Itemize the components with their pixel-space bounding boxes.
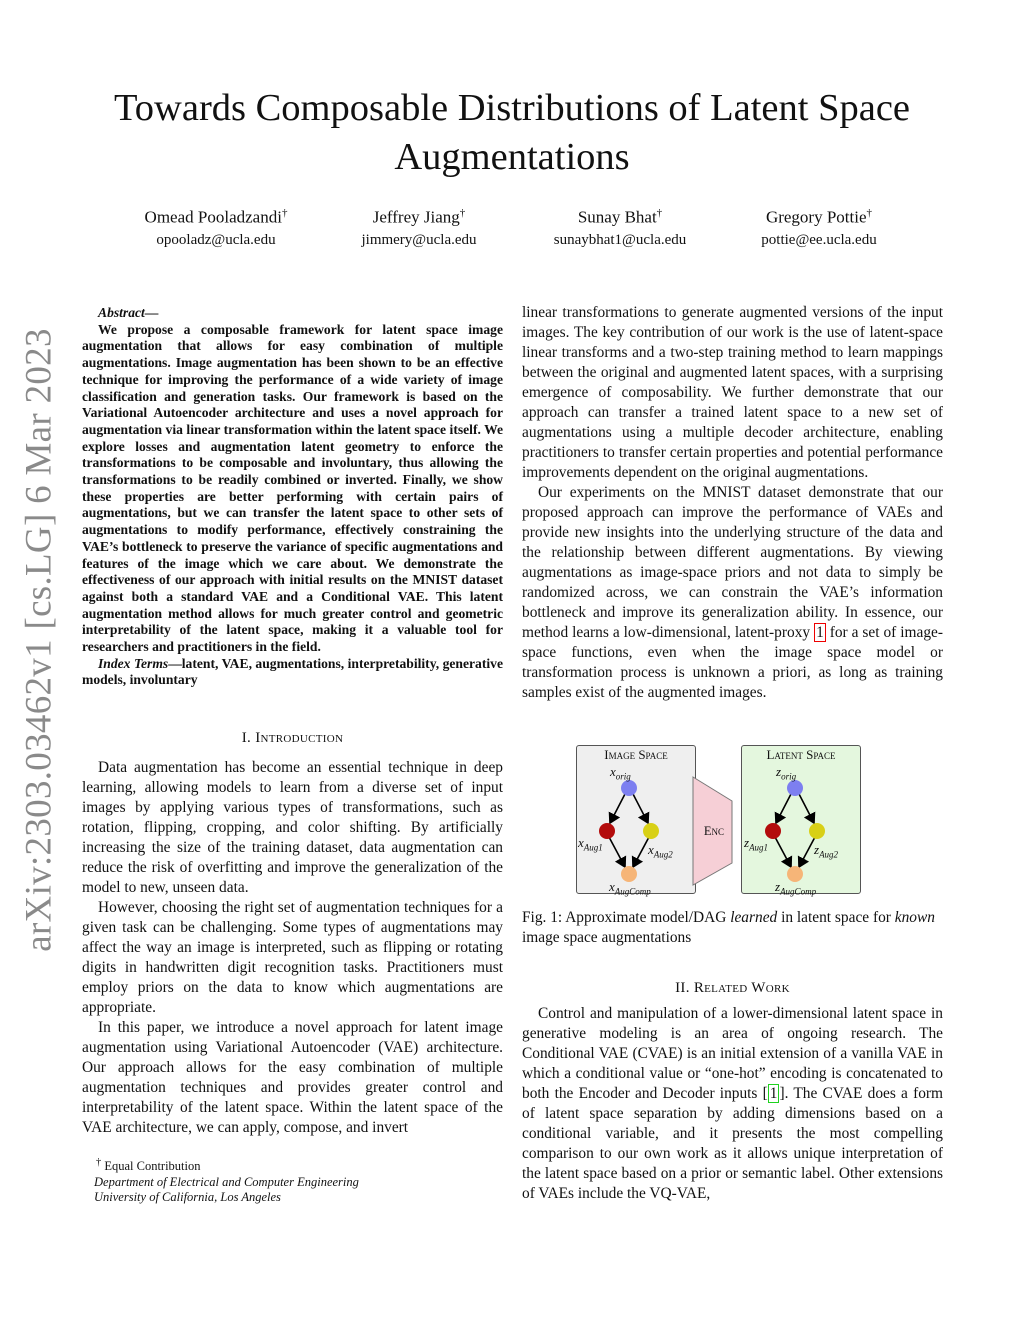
- author-email: opooladz@ucla.edu: [156, 231, 276, 248]
- abstract: [82, 305, 503, 689]
- section-title: Introduction: [255, 730, 344, 746]
- arxiv-stamp-text: arXiv:2303.03462v1 [cs.LG] 6 Mar 2023: [18, 328, 60, 952]
- label-x-aug1: $x_{Aug1}$: [578, 835, 603, 853]
- abstract-text: We propose a composable framework for latent space image augmentation that allows for easy combination of multiple augmentations. Image augmentation has been shown to be an effective technique for improving the performance of a wide variety of image classification and generation tasks. Our framework is based on the Variational Autoencoder architecture and uses a novel approach for augmentation via linear transformation within the latent space itself. We explore losses and augmentation latent geometry to enforce the transformations to be composable and involuntary, thus allowing the transformations to be readily combined or inverted. Finally, we show these properties are better performing with certain pairs of augmentations, but we can transfer the latent space to other sets of augmentations to modify performance, effectively constraining the VAE’s bottleneck to preserve the variance of specific augmentations and features of the image which we care about. We demonstrate the effectiveness of our approach with initial results on the MNIST dataset against both a standard VAE and a Conditional VAE. This latent augmentation method allows for much greater control and geometric interpretability of the latent space, making it a valuable tool for researchers and practitioners in the field.: [82, 321, 503, 655]
- edge-orig-aug2: [798, 792, 814, 823]
- footnote-line-1: Equal Contribution: [104, 1159, 201, 1174]
- author-3: [520, 202, 720, 251]
- caption-end: image space augmentations: [522, 929, 692, 946]
- label-sub: AugComp: [780, 886, 817, 897]
- author-2: [319, 202, 519, 251]
- related-paragraph-1: Control and manipulation of a lower-dimensional latent space in generative modeling is an area of ongoing research. The Conditional VAE (CVAE) is an initial extension of a vanilla VAE in which a conditional value or “one-hot” encoding is concatenated to both the Encoder and Decoder inputs [ 1 ]. The CVAE does a form of latent space separation by adding dimensions based on a conditional variable, and it presents the most compelling comparison to our own work as it allows unique interpretation of the latent space based on a prior or semantic label. Other extensions of VAEs include the VQ-VAE,: [522, 1005, 943, 1202]
- right-column-body: [522, 303, 943, 703]
- caption-learned: learned: [730, 909, 778, 926]
- right-paragraph-2-a: Our experiments on the MNIST dataset demonstrate that our proposed approach can improve the performance of VAEs and provide new insights into the underlying structure of the data and the relationship between different augmentations. By viewing augmentations as image-space priors and not data to simply be randomized across, we can constrain the VAE’s information bottleneck and improve its generalization ability. In essence, our method learns a low-dimensional, latent-proxy: [522, 484, 943, 641]
- figure-1-caption: [522, 908, 943, 948]
- author-mark: †: [281, 207, 288, 219]
- label-z-orig: $z_{orig}$: [776, 764, 797, 782]
- paper-title: [60, 84, 964, 182]
- label-sub: Aug2: [819, 849, 839, 860]
- intro-paragraph-3: In this paper, we introduce a novel approach for latent image augmentation using Variational Autoencoder (VAE) architecture. Our approach allows for the easy combination of multiple augmentation techniques and provides greater control and interpretability of the latent space. Within the latent space of the VAE architecture, we can apply, compose, and invert: [82, 1019, 503, 1136]
- edge-aug2-comp: [799, 837, 815, 867]
- index-terms: [82, 656, 503, 689]
- image-space-title: Image Space: [604, 747, 668, 762]
- label-x-orig: $x_{orig}$: [610, 764, 631, 782]
- section-heading-introduction: [82, 730, 503, 747]
- label-z-aug2: $z_{Aug2}$: [814, 842, 839, 860]
- section-number: II.: [675, 980, 690, 996]
- title-line-1: Towards Composable Distributions of Latent Space: [113, 87, 911, 129]
- node-aug2: [809, 823, 825, 839]
- author-name: Sunay Bhat: [577, 207, 657, 227]
- right-paragraph-2: [522, 483, 943, 703]
- label-z-augcomp: $z_{AugComp}$: [775, 879, 817, 897]
- caption-known: known: [894, 909, 935, 926]
- edge-aug2-comp: [633, 837, 649, 867]
- author-email: pottie@ee.ucla.edu: [761, 231, 877, 248]
- footnote-mark: †: [96, 1157, 102, 1168]
- label-sub: Aug2: [653, 849, 673, 860]
- edge-orig-aug1: [610, 792, 626, 823]
- related-work-body: [522, 1004, 943, 1204]
- node-orig: [621, 780, 637, 796]
- abstract-label: Abstract—: [98, 305, 159, 320]
- label-z-aug1: $z_{Aug1}$: [744, 835, 769, 853]
- author-4: [719, 202, 919, 251]
- section-number: I.: [241, 730, 252, 746]
- introduction-body: [82, 758, 503, 1138]
- related-paragraph-1-b: . The CVAE does a form of latent space separation by adding dimensions based on a conditional variable, and it presents the most compelling comparison to our own work as it allows unique interpretation of the latent space based on a prior or semantic label. Other extensions of VAEs include the VQ-VAE,: [522, 1085, 943, 1202]
- right-paragraph-2-b: for a set of image-space functions, even when the image space model or transformation process is unknown a priori, as long as training samples exist of the augmented images.: [522, 624, 943, 701]
- label-sub: orig: [781, 771, 797, 782]
- edge-orig-aug2: [632, 792, 648, 823]
- right-paragraph-1: linear transformations to generate augmented versions of the input images. The key contribution of our work is the use of latent-space linear transforms and a two-step training method to learn mappings between the original and augmented latent spaces, with a surprising emergence of composability. We further demonstrate that our approach can transfer a trained latent space to a new set of augmentations using a multiple decoder architecture, enabling practitioners to transfer certain properties and potential performance improvements dependent on the original augmentations.: [522, 304, 943, 481]
- figure-1: [576, 745, 886, 895]
- footnote: [82, 1155, 503, 1206]
- author-mark: †: [459, 207, 466, 219]
- citation-link[interactable]: 1: [769, 1085, 778, 1102]
- edge-orig-aug1: [776, 792, 792, 823]
- author-mark: †: [656, 207, 663, 219]
- label-x-aug2: $x_{Aug2}$: [648, 842, 673, 860]
- caption-mid: in latent space for: [781, 909, 891, 926]
- author-1: [116, 202, 316, 251]
- edge-aug1-comp: [609, 837, 625, 867]
- label-sub: Aug1: [749, 842, 769, 853]
- label-sub: orig: [615, 771, 631, 782]
- author-email: jimmery@ucla.edu: [361, 231, 477, 248]
- author-email: sunaybhat1@ucla.edu: [553, 231, 687, 248]
- author-mark: †: [866, 207, 873, 219]
- author-name: Gregory Pottie: [765, 207, 867, 227]
- label-sub: AugComp: [614, 886, 651, 897]
- footnote-line-2: Department of Electrical and Computer Engineering: [94, 1174, 359, 1189]
- intro-paragraph-1: Data augmentation has become an essential technique in deep learning, allowing models to learn from a diverse set of input images by applying various types of transformations, such as rotation, flipping, cropping, and color shifting. By artificially increasing the size of the training dataset, data augmentation can reduce the risk of overfitting and improve the generalization of the model to new, unseen data.: [82, 759, 503, 896]
- section-title: Related Work: [693, 980, 790, 996]
- author-name: Jeffrey Jiang: [372, 207, 460, 227]
- intro-paragraph-2: However, choosing the right set of augmentation techniques for a given task can be challenging. Some types of augmentations may affect the way an image is interpreted, such as flipping or rotating digits in handwritten digit recognition tasks. Practitioners must employ priors on the data to know which augmentations are appropriate.: [82, 899, 503, 1016]
- citation-link[interactable]: 1: [816, 624, 824, 641]
- index-terms-text: —latent, VAE, augmentations, interpretability, generative models, involuntary: [82, 655, 503, 688]
- node-orig: [787, 780, 803, 796]
- author-name: Omead Pooladzandi: [144, 207, 282, 227]
- index-terms-label: Index Terms: [98, 655, 169, 671]
- related-paragraph-1-a: Control and manipulation of a lower-dimensional latent space in generative modeling is an area of ongoing research. The Conditional VAE (CVAE) is an initial extension of a vanilla VAE in which a conditional value or “one-hot” encoding is concatenated to both the Encoder and Decoder inputs: [522, 1005, 943, 1102]
- label-x-augcomp: $x_{AugComp}$: [609, 879, 651, 897]
- section-heading-related-work: [522, 980, 943, 997]
- encoder-label: Enc: [703, 824, 725, 838]
- arxiv-stamp: [14, 320, 64, 960]
- caption-prefix: Fig. 1: Approximate model/DAG: [522, 909, 727, 926]
- label-sub: Aug1: [583, 842, 603, 853]
- edge-aug1-comp: [775, 837, 791, 867]
- title-line-2: Augmentations: [394, 136, 630, 178]
- node-aug2: [643, 823, 659, 839]
- latent-space-title: Latent Space: [766, 747, 836, 762]
- footnote-line-3: University of California, Los Angeles: [94, 1190, 281, 1205]
